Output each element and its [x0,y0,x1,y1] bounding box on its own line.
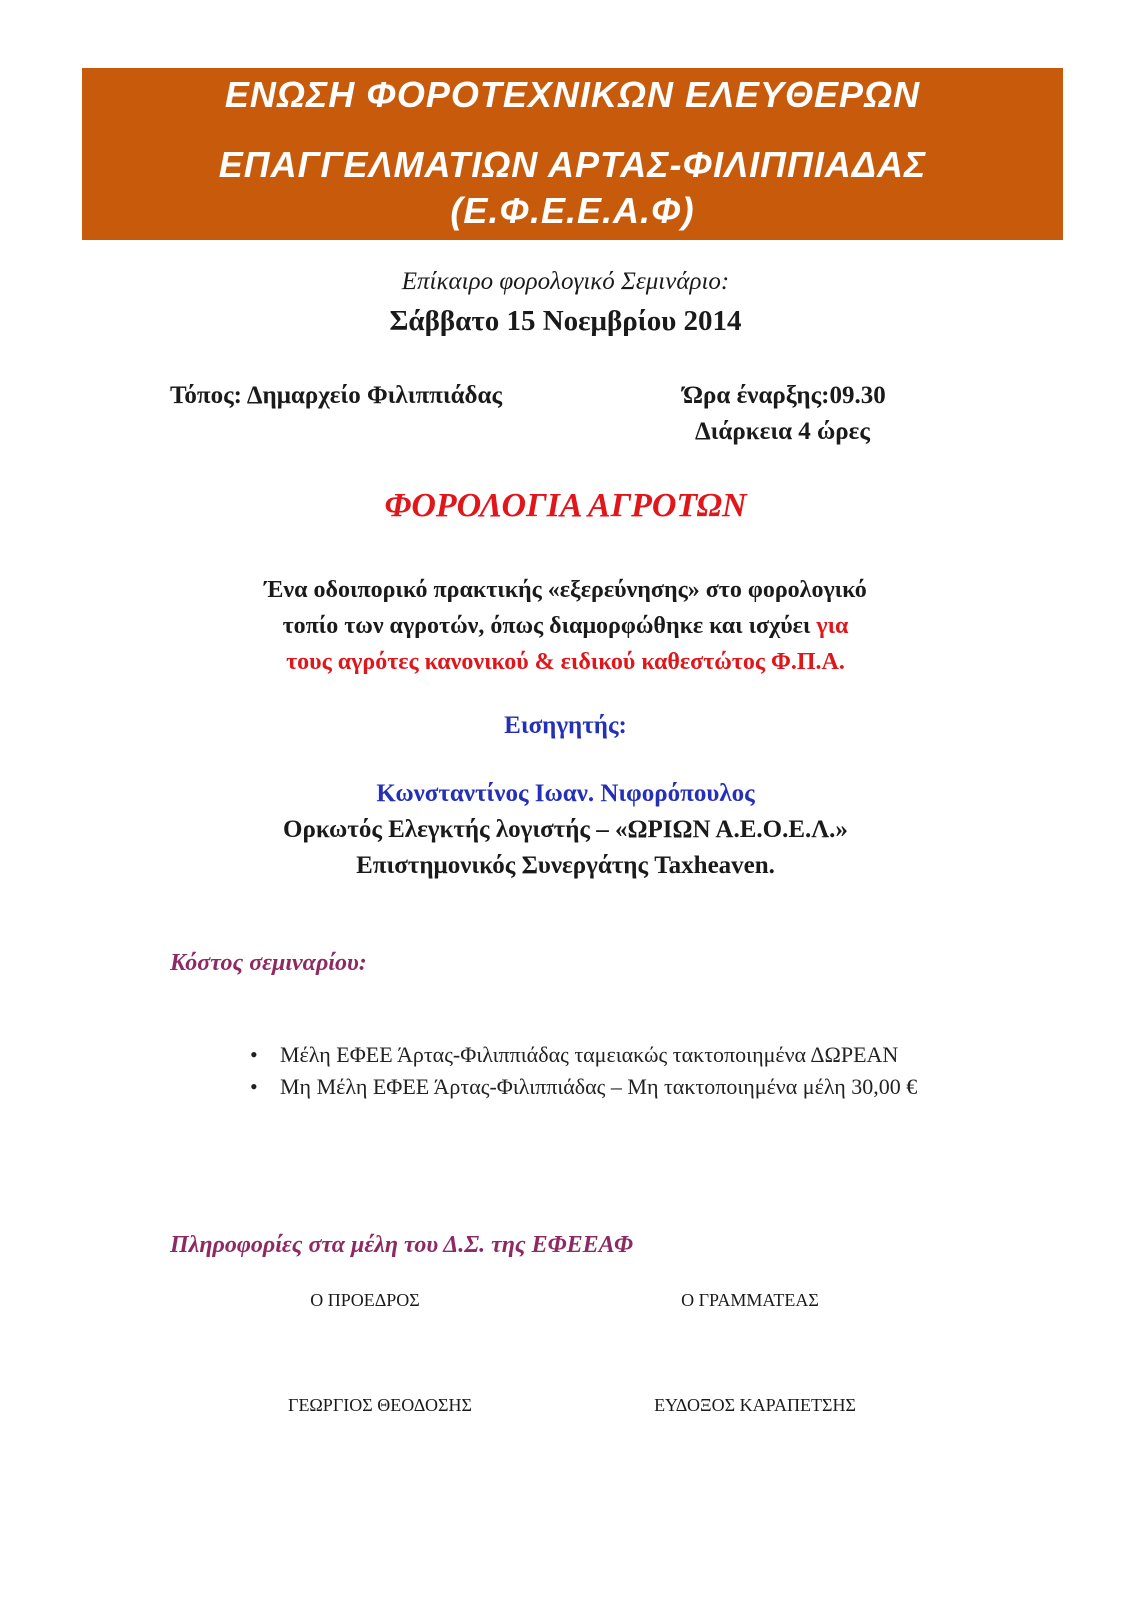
cost-item-members: Μέλη ΕΦΕΕ Άρτας-Φιλιππιάδας ταμειακώς τακτοποιημένα ΔΩΡΕΑΝ [280,1042,899,1067]
seminar-topic: ΦΟΡΟΛΟΓΙΑ ΑΓΡΟΤΩΝ [384,487,747,524]
seminar-duration: Διάρκεια 4 ώρες [695,418,870,445]
cost-item-non-members: Μη Μέλη ΕΦΕΕ Άρτας-Φιλιππιάδας – Μη τακτοποιημένα μέλη 30,00 € [280,1074,918,1099]
bullet-icon: • [250,1042,258,1067]
secretary-name: ΕΥΔΟΞΟΣ ΚΑΡΑΠΕΤΣΗΣ [654,1395,856,1415]
bullet-icon: • [250,1074,258,1099]
description-line-2-red: για [816,613,849,639]
secretary-title: Ο ΓΡΑΜΜΑΤΕΑΣ [681,1290,819,1310]
list-item [250,1040,962,1070]
speaker-label: Εισηγητής: [504,712,627,739]
description-line-2-black: τοπίο των αγροτών, όπως διαμορφώθηκε και ισχύει [282,613,817,639]
president-name: ΓΕΩΡΓΙΟΣ ΘΕΟΔΟΣΗΣ [288,1395,472,1415]
header-line-3: (Ε.Φ.Ε.Ε.Α.Φ) [450,190,695,231]
speaker-title-1: Ορκωτός Ελεγκτής λογιστής – «ΩΡΙΩΝ Α.Ε.Ο.Ε.Λ.» [283,816,848,843]
info-label: Πληροφορίες στα μέλη του Δ.Σ. της ΕΦΕΕΑΦ [170,1232,633,1258]
description-line-1: Ένα οδοιπορικό πρακτικής «εξερεύνησης» στο φορολογικό [264,577,867,603]
list-item [250,1072,962,1102]
seminar-subtitle: Επίκαιρο φορολογικό Σεμινάριο: [401,268,730,295]
speaker-title-2: Επιστημονικός Συνεργάτης Taxheaven. [356,852,775,879]
cost-label: Κόστος σεμιναρίου: [170,950,367,976]
seminar-start-time: Ώρα έναρξης:09.30 [683,382,886,409]
header-line-1: ΕΝΩΣΗ ΦΟΡΟΤΕΧΝΙΚΩΝ ΕΛΕΥΘΕΡΩΝ [224,74,921,115]
seminar-date: Σάββατο 15 Νοεμβρίου 2014 [389,305,742,337]
seminar-description [0,572,1131,680]
description-line-2 [0,608,1131,644]
seminar-place: Τόπος: Δημαρχείο Φιλιππιάδας [170,382,503,409]
description-line-3: τους αγρότες κανονικού & ειδικού καθεστώτος Φ.Π.Α. [286,649,845,675]
header-line-2: ΕΠΑΓΓΕΛΜΑΤΙΩΝ ΑΡΤΑΣ-ΦΙΛΙΠΠΙΑΔΑΣ [218,144,927,185]
cost-list [250,1040,962,1104]
header-band [82,68,1063,240]
president-title: Ο ΠΡΟΕΔΡΟΣ [310,1290,420,1310]
speaker-name: Κωνσταντίνος Ιωαν. Νιφορόπουλος [376,780,755,807]
